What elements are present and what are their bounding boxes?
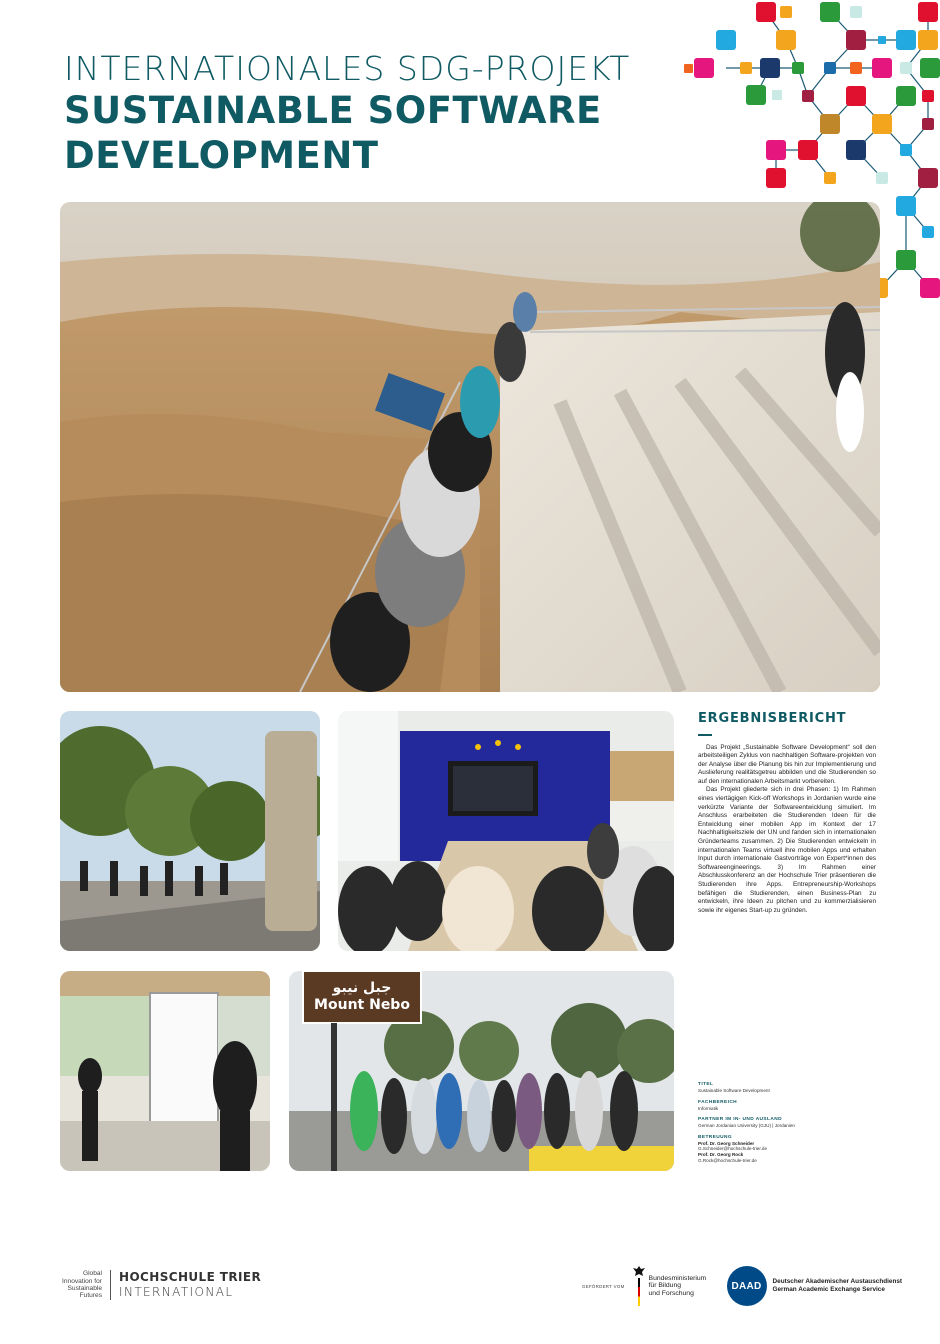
report-paragraph: Das Projekt „Sustainable Software Development“ soll den arbeitsteiligen Zyklus von nachhaltigen Software-projekten von der Analyse über die Planung bis hin zur Implementierung und Auslieferung realitätsgetreu abbilden und die Studierenden so auf den internationalen Arbeitsmarkt vorbereiten. <box>698 743 876 785</box>
meta-partner: PARTNER IM IN- UND AUSLAND German Jordanian University (GJU) | Jordanien <box>698 1117 795 1129</box>
betreuer-name: Prof. Dr. Georg Schneider <box>698 1140 755 1146</box>
project-meta <box>698 1082 876 1169</box>
report-body <box>698 744 876 916</box>
meta-fachbereich: FACHBEREICH Informatik <box>698 1099 738 1111</box>
betreuer-email: G.Schneider@hochschule-trier.de <box>698 1146 768 1152</box>
logo-divider <box>110 1270 111 1300</box>
photo-viewpoint-group <box>60 202 880 692</box>
funded-by-label: GEFÖRDERT VOM <box>582 1283 625 1289</box>
bmbf-name: Bundesministerium für Bildung und Forschung <box>648 1274 707 1297</box>
photo-stone-monument <box>60 711 320 951</box>
logo-tagline: Global Innovation for Sustainable Futures <box>62 1270 102 1300</box>
report-heading: ERGEBNISBERICHT <box>698 711 847 726</box>
german-flag-bar <box>638 1278 640 1306</box>
sign-arabic: جبل نيبو <box>332 980 392 996</box>
university-name: HOCHSCHULE TRIER <box>119 1270 262 1284</box>
betreuer-email: G.Rock@hochschule-trier.de <box>698 1157 757 1163</box>
university-subtitle: INTERNATIONAL <box>119 1285 234 1299</box>
title-main-line2: DEVELOPMENT <box>64 134 379 177</box>
report-paragraph: Das Projekt gliederte sich in drei Phasen: 1) Im Rahmen eines viertägigen Kick-off Workshops in Jordanien wurde eine verkürzte Variante der Softwareentwicklung simuliert. Im Anschluss erarbeiteten die Studierenden Ideen für die Entwicklung einer mobilen App im Kontext der 17 Nachhaltigkeitsziele der UN und fanden sich in internationalen Gründerteams zusammen. 2) Die Studierenden entwickeln in internationalen Teams virtuell ihre mobilen Apps und erhalten Input durch internationale Gastvorträge von Expert*innen des Softwareengineerings. 3) Im Rahmen einer Abschlusskonferenz an der Hochschule Trier präsentieren die Studierenden ihre Apps. Entrepreneurship-Workshops befähigen die Studierenden, einen Business-Plan zu entwickeln, ihre Ideen zu pitchen und zu kommerzialisieren sowie ihr eigenes Start-up zu gründen. <box>698 786 876 914</box>
report-heading-rule <box>698 734 712 736</box>
meta-betreuung: BETREUUNG Prof. Dr. Georg Schneider G.Schneider@hochschule-trier.de Prof. Dr. Georg Rock G.Rock@hochschule-trier.de <box>698 1135 876 1163</box>
hochschule-trier-logo <box>58 1269 261 1301</box>
sign-english: Mount Nebo <box>314 997 410 1013</box>
photo-mount-nebo-group <box>289 971 674 1171</box>
title-main-line1: SUSTAINABLE SOFTWARE <box>64 89 602 132</box>
funder-logos <box>582 1263 902 1309</box>
daad-logo-icon: DAAD <box>727 1266 767 1306</box>
photo-workshop-room <box>338 711 674 951</box>
daad-name: Deutscher Akademischer Austauschdienst German Academic Exchange Service <box>772 1278 903 1293</box>
title-kicker: INTERNATIONALES SDG-PROJEKT <box>64 49 631 88</box>
photo-whiteboard-presentation <box>60 971 270 1171</box>
betreuer-name: Prof. Dr. Georg Rock <box>698 1151 744 1157</box>
meta-titel: TITEL Sustainable Software Development <box>698 1082 770 1093</box>
mount-nebo-sign <box>303 971 421 1023</box>
results-report <box>698 711 876 915</box>
logo-wordmark <box>119 1270 261 1300</box>
poster-title <box>64 50 684 178</box>
federal-eagle-icon <box>633 1266 645 1306</box>
